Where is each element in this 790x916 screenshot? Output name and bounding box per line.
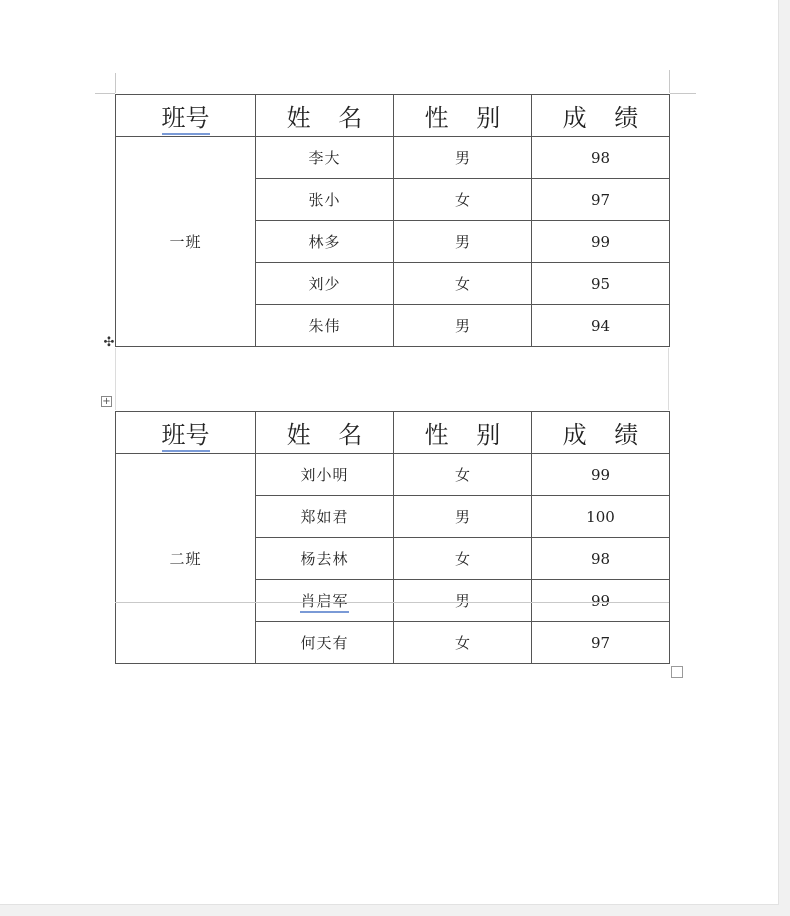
- header-score[interactable]: 成 绩: [532, 412, 670, 454]
- gender-cell[interactable]: 男: [394, 580, 532, 622]
- split-guide-line: [115, 602, 669, 603]
- gender-cell[interactable]: 女: [394, 454, 532, 496]
- score-cell[interactable]: 99: [532, 454, 670, 496]
- name-cell[interactable]: 刘少: [256, 263, 394, 305]
- name-cell-text: 肖启军: [300, 592, 348, 613]
- header-class-no-text: 班号: [162, 104, 210, 135]
- name-cell[interactable]: 郑如君: [256, 496, 394, 538]
- score-cell[interactable]: 99: [532, 580, 670, 622]
- crop-mark-right: [670, 93, 696, 94]
- header-gender[interactable]: 性 别: [394, 412, 532, 454]
- name-cell[interactable]: 何天有: [256, 622, 394, 664]
- gender-cell[interactable]: 女: [394, 263, 532, 305]
- name-cell[interactable]: 刘小明: [256, 454, 394, 496]
- gender-cell[interactable]: 女: [394, 538, 532, 580]
- gender-cell[interactable]: 男: [394, 496, 532, 538]
- gender-cell[interactable]: 男: [394, 305, 532, 347]
- score-cell[interactable]: 95: [532, 263, 670, 305]
- name-cell[interactable]: 林多: [256, 221, 394, 263]
- header-name[interactable]: 姓 名: [256, 412, 394, 454]
- crop-mark-top-right: [669, 70, 670, 93]
- class-cell[interactable]: 二班: [116, 454, 256, 664]
- crop-mark-left: [95, 93, 115, 94]
- score-cell[interactable]: 97: [532, 179, 670, 221]
- gender-cell[interactable]: 女: [394, 622, 532, 664]
- blank-paragraph[interactable]: [115, 348, 669, 410]
- table-row: [116, 454, 670, 496]
- header-score[interactable]: 成 绩: [532, 95, 670, 137]
- name-cell[interactable]: 杨去林: [256, 538, 394, 580]
- name-cell[interactable]: 张小: [256, 179, 394, 221]
- gender-cell[interactable]: 男: [394, 221, 532, 263]
- header-name[interactable]: 姓 名: [256, 95, 394, 137]
- score-cell[interactable]: 98: [532, 538, 670, 580]
- gender-cell[interactable]: 女: [394, 179, 532, 221]
- score-cell[interactable]: 98: [532, 137, 670, 179]
- score-table-class-1[interactable]: [115, 94, 670, 347]
- table-move-icon[interactable]: ✣: [103, 335, 115, 350]
- crop-mark-top-left: [115, 73, 116, 93]
- name-cell[interactable]: 李大: [256, 137, 394, 179]
- header-class-no[interactable]: [116, 95, 256, 137]
- name-cell[interactable]: [256, 580, 394, 622]
- header-gender[interactable]: 性 别: [394, 95, 532, 137]
- name-cell[interactable]: 朱伟: [256, 305, 394, 347]
- class-cell[interactable]: 一班: [116, 137, 256, 347]
- score-table-class-2[interactable]: [115, 411, 670, 664]
- score-cell[interactable]: 94: [532, 305, 670, 347]
- table-header-row: [116, 95, 670, 137]
- table-header-row: [116, 412, 670, 454]
- header-class-no[interactable]: [116, 412, 256, 454]
- score-cell[interactable]: 99: [532, 221, 670, 263]
- gender-cell[interactable]: 男: [394, 137, 532, 179]
- score-cell[interactable]: 97: [532, 622, 670, 664]
- table-resize-handle[interactable]: [671, 666, 683, 678]
- table-row: [116, 137, 670, 179]
- score-cell[interactable]: 100: [532, 496, 670, 538]
- table-add-icon[interactable]: +: [102, 396, 111, 407]
- header-class-no-text: 班号: [162, 421, 210, 452]
